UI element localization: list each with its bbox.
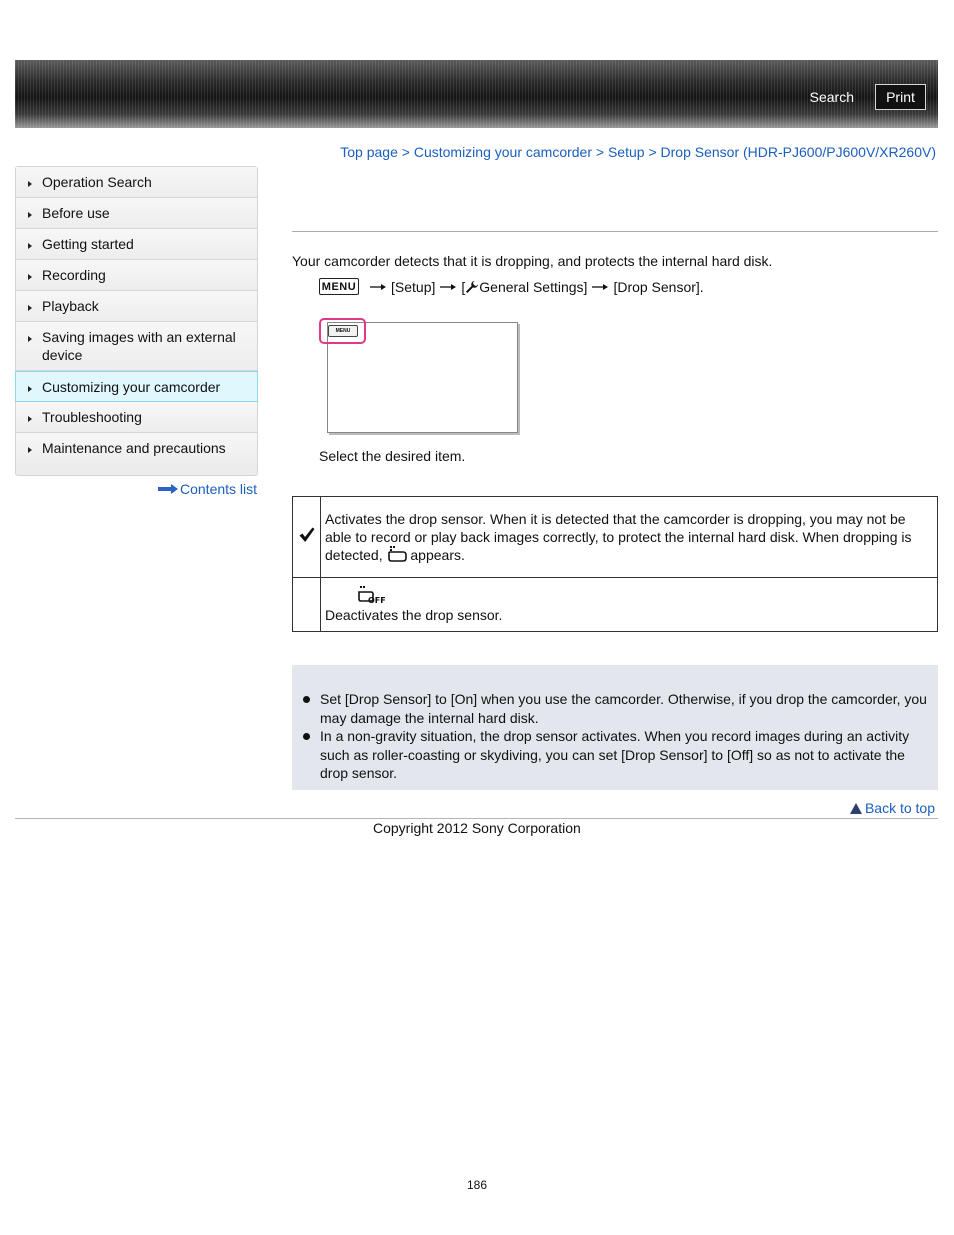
breadcrumb-separator: > bbox=[595, 144, 608, 160]
option-icon-cell bbox=[293, 578, 321, 632]
list-item: In a non-gravity situation, the drop sensor activates. When you record images during an activity such as roller-coasting or skydiving, you can set [Drop Sensor] to [Off] so as not to activate the drop sensor. bbox=[300, 727, 932, 783]
sidebar-item-label: Operation Search bbox=[42, 174, 152, 190]
arrow-right-icon bbox=[592, 283, 608, 291]
footer-divider bbox=[15, 818, 938, 819]
path-general-settings: General Settings] bbox=[479, 278, 588, 295]
option-on-text: Activates the drop sensor. When it is detected that the camcorder is dropping, you may not be able to record or play back images correctly, to protect the internal hard disk. When dropping is detected, bbox=[325, 511, 912, 563]
wrench-icon bbox=[465, 280, 479, 294]
notes-list bbox=[300, 690, 932, 783]
triangle-right-icon bbox=[28, 305, 32, 311]
menu-button-icon: MENU bbox=[319, 278, 359, 295]
list-item: Set [Drop Sensor] to [On] when you use the camcorder. Otherwise, if you drop the camcorder, you may damage the internal hard disk. bbox=[300, 690, 932, 727]
search-link[interactable]: Search bbox=[809, 89, 854, 105]
notes-box bbox=[292, 665, 938, 790]
breadcrumb-drop-sensor[interactable]: Drop Sensor (HDR-PJ600/PJ600V/XR260V) bbox=[660, 144, 936, 160]
print-button[interactable]: Print bbox=[875, 84, 926, 110]
sidebar-item-label: Troubleshooting bbox=[42, 409, 142, 425]
path-bracket: [ bbox=[461, 278, 466, 295]
arrow-right-icon bbox=[370, 283, 386, 291]
option-off-text: Deactivates the drop sensor. bbox=[325, 606, 503, 623]
sidebar-item-before-use[interactable] bbox=[16, 198, 257, 229]
breadcrumb-top-page[interactable]: Top page bbox=[340, 144, 398, 160]
svg-text:OFF: OFF bbox=[368, 595, 386, 604]
sidebar-item-maintenance[interactable] bbox=[16, 433, 257, 464]
sidebar-item-customizing[interactable] bbox=[15, 371, 258, 402]
sidebar-item-label: Before use bbox=[42, 205, 110, 221]
option-icon-cell bbox=[293, 497, 321, 578]
breadcrumb-separator: > bbox=[401, 144, 414, 160]
triangle-right-icon bbox=[28, 243, 32, 249]
sidebar-item-label: Customizing your camcorder bbox=[42, 379, 221, 395]
triangle-right-icon bbox=[28, 336, 32, 342]
menu-highlight-ring bbox=[319, 318, 366, 344]
breadcrumb-separator: > bbox=[648, 144, 661, 160]
check-icon bbox=[298, 526, 316, 544]
triangle-right-icon bbox=[28, 386, 32, 392]
sidebar-item-label: Playback bbox=[42, 298, 99, 314]
arrow-right-icon bbox=[158, 484, 178, 494]
back-to-top-label: Back to top bbox=[864, 800, 935, 816]
table-row bbox=[293, 497, 938, 578]
triangle-right-icon bbox=[28, 274, 32, 280]
sidebar-item-recording[interactable] bbox=[16, 260, 257, 291]
option-description bbox=[321, 497, 938, 578]
off-icon-wrap bbox=[325, 586, 931, 606]
intro-text: Your camcorder detects that it is dropping, and protects the internal hard disk. bbox=[292, 253, 773, 269]
sidebar-item-label: Saving images with an external device bbox=[42, 329, 236, 363]
sidebar-item-troubleshooting[interactable] bbox=[16, 402, 257, 433]
select-instruction: Select the desired item. bbox=[319, 448, 466, 464]
contents-list-link[interactable] bbox=[158, 481, 257, 497]
drop-sensor-off-icon bbox=[357, 586, 387, 604]
header-bar bbox=[15, 60, 938, 128]
sidebar-item-getting-started[interactable] bbox=[16, 229, 257, 260]
back-to-top-link[interactable] bbox=[850, 800, 935, 816]
sidebar-item-label: Maintenance and precautions bbox=[42, 440, 226, 456]
title-divider bbox=[292, 231, 938, 232]
sidebar-nav bbox=[15, 166, 258, 476]
copyright-text: Copyright 2012 Sony Corporation bbox=[373, 820, 581, 836]
triangle-right-icon bbox=[28, 416, 32, 422]
options-table bbox=[292, 496, 938, 632]
breadcrumb bbox=[340, 144, 936, 160]
sidebar-item-label: Getting started bbox=[42, 236, 134, 252]
sidebar-item-saving-images[interactable] bbox=[16, 322, 257, 371]
option-description bbox=[321, 578, 938, 632]
screen-menu-button: MENU bbox=[328, 325, 358, 337]
page-number: 186 bbox=[467, 1178, 488, 1192]
sidebar-item-label: Recording bbox=[42, 267, 106, 283]
sidebar-item-operation-search[interactable] bbox=[16, 167, 257, 198]
triangle-right-icon bbox=[28, 181, 32, 187]
sidebar-item-playback[interactable] bbox=[16, 291, 257, 322]
menu-path bbox=[319, 278, 704, 295]
contents-list-label: Contents list bbox=[180, 481, 258, 497]
path-drop-sensor: [Drop Sensor]. bbox=[613, 278, 704, 295]
table-row bbox=[293, 578, 938, 632]
breadcrumb-customizing[interactable]: Customizing your camcorder bbox=[413, 144, 592, 160]
drop-sensor-icon bbox=[387, 546, 407, 562]
path-setup: [Setup] bbox=[391, 278, 436, 295]
arrow-right-icon bbox=[440, 283, 456, 291]
option-on-text-end: appears. bbox=[410, 547, 465, 563]
triangle-right-icon bbox=[28, 212, 32, 218]
triangle-up-icon bbox=[850, 803, 862, 814]
triangle-right-icon bbox=[28, 447, 32, 453]
breadcrumb-setup[interactable]: Setup bbox=[607, 144, 645, 160]
